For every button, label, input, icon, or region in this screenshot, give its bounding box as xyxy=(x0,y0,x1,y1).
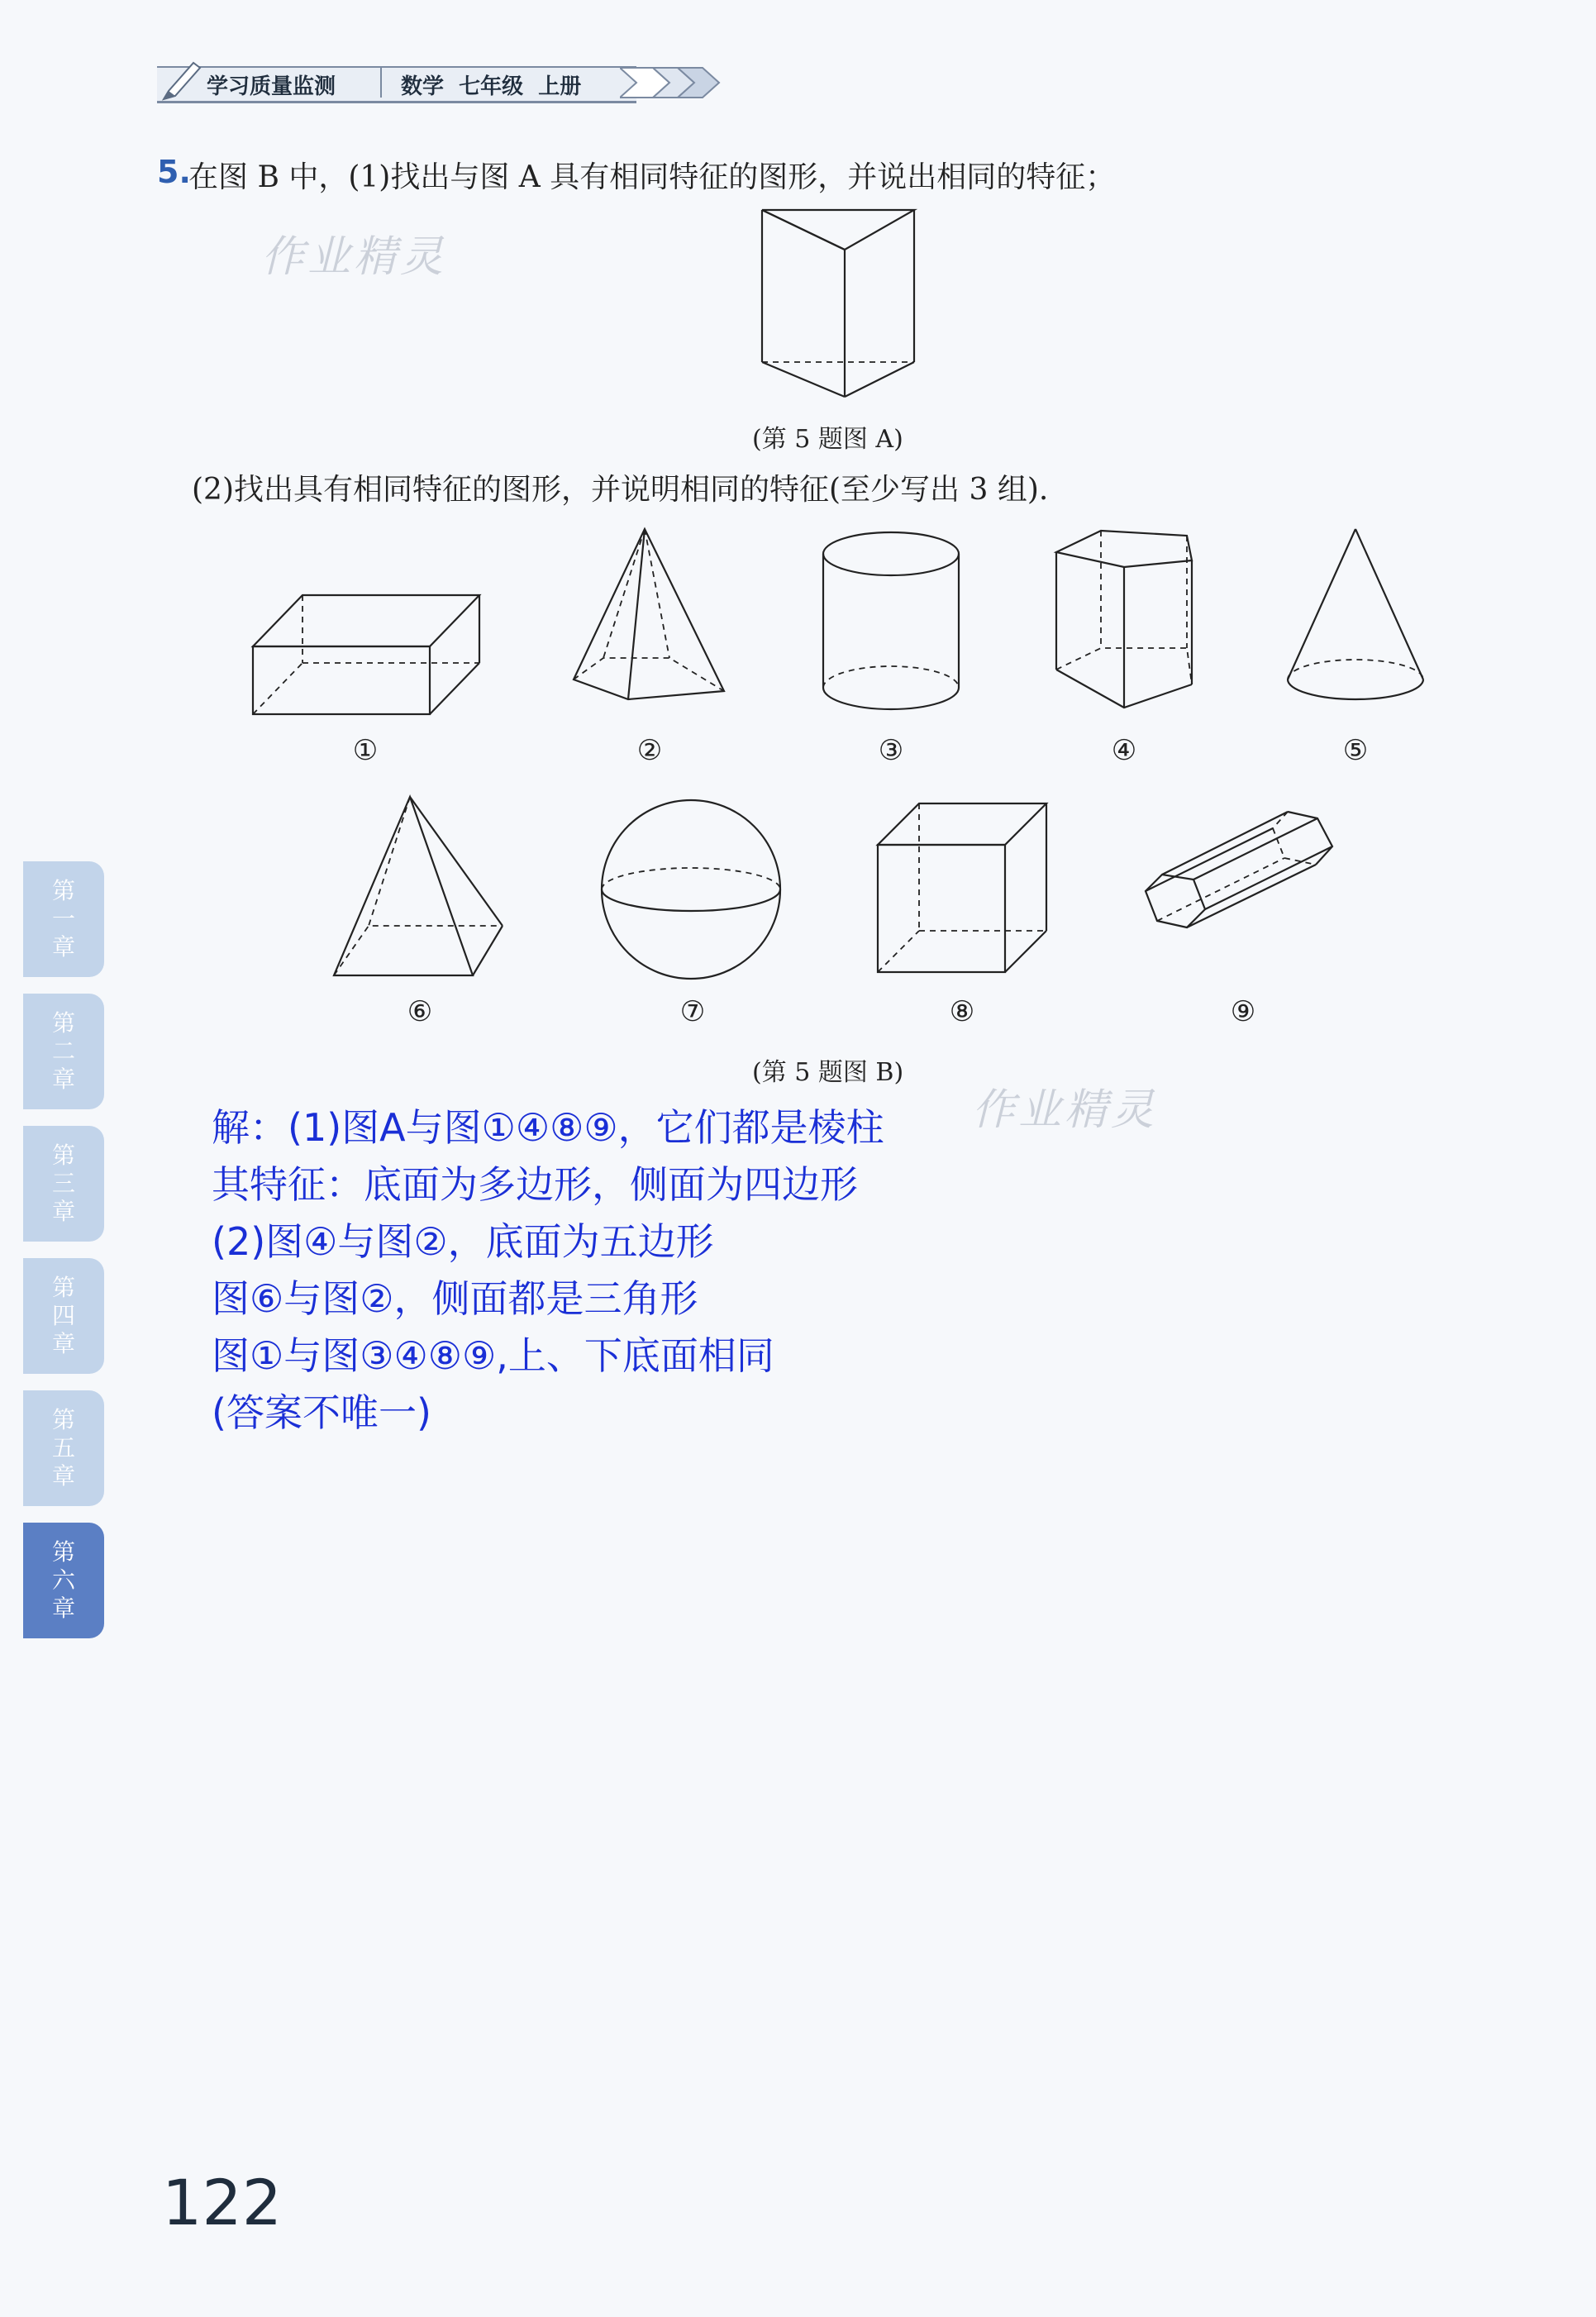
sphere-icon xyxy=(597,795,787,985)
tab-char: 章 xyxy=(51,1462,75,1490)
tab-char: 章 xyxy=(51,1066,75,1093)
pencil-icon xyxy=(157,58,207,106)
answer-line: 其特征：底面为多边形，侧面为四边形 xyxy=(212,1162,858,1207)
tab-char: 第 xyxy=(51,877,75,904)
answer-line: 图⑥与图②，侧面都是三角形 xyxy=(212,1276,698,1321)
tab-char: 第 xyxy=(51,1142,75,1169)
shape-label: ② xyxy=(636,734,663,767)
header-series-title: 学习质量监测 xyxy=(207,74,336,99)
page-header xyxy=(157,58,736,106)
tab-char: 章 xyxy=(51,1198,75,1225)
tab-char: 第 xyxy=(51,1009,75,1037)
figure-a-triangular-prism xyxy=(752,205,926,403)
answer-line: (答案不唯一) xyxy=(212,1390,431,1435)
shape-label: ③ xyxy=(878,734,904,767)
chapter-tab-2[interactable] xyxy=(23,994,104,1109)
chevron-decoration-icon xyxy=(620,64,727,101)
watermark: 作业精灵 xyxy=(261,232,447,282)
cylinder-icon xyxy=(818,529,967,719)
shape-label: ⑦ xyxy=(679,995,706,1028)
hexagonal-prism-icon xyxy=(1142,803,1349,969)
answer-line: 解：(1)图A与图①④⑧⑨，它们都是棱柱 xyxy=(212,1105,884,1150)
pentagonal-prism-icon xyxy=(1050,524,1198,714)
tab-char: 章 xyxy=(51,1330,75,1357)
shape-label: ① xyxy=(352,734,379,767)
chapter-tab-6[interactable] xyxy=(23,1523,104,1638)
tab-char: 章 xyxy=(51,933,75,961)
shape-label: ⑨ xyxy=(1230,995,1256,1028)
cube-icon xyxy=(873,799,1055,980)
tab-char: 二 xyxy=(51,1037,75,1065)
question-subpart: (2)找出具有相同特征的图形，并说明相同的特征(至少写出 3 组). xyxy=(192,473,1049,507)
tab-char: 第 xyxy=(51,1406,75,1433)
tab-char: 章 xyxy=(51,1595,75,1622)
figure-a-caption: (第 5 题图 A) xyxy=(752,425,903,454)
rectangular-prism-icon xyxy=(248,589,488,721)
tab-char: 四 xyxy=(51,1302,75,1329)
answer-block xyxy=(212,1099,884,1442)
page-number: 122 xyxy=(162,2166,283,2239)
shape-label: ⑥ xyxy=(407,995,433,1028)
tab-char: 一 xyxy=(51,905,75,932)
header-divider xyxy=(380,68,382,98)
chapter-tab-4[interactable] xyxy=(23,1258,104,1374)
question-text: 在图 B 中，(1)找出与图 A 具有相同特征的图形，并说出相同的特征； xyxy=(188,160,1116,194)
answer-line: (2)图④与图②，底面为五边形 xyxy=(212,1219,714,1264)
watermark: 作业精灵 xyxy=(972,1085,1158,1135)
tab-char: 第 xyxy=(51,1274,75,1301)
shape-label: ⑧ xyxy=(949,995,975,1028)
shape-label: ⑤ xyxy=(1342,734,1369,767)
figure-b-caption: (第 5 题图 B) xyxy=(752,1058,904,1087)
tab-char: 第 xyxy=(51,1538,75,1566)
header-subject: 数学 七年级 上册 xyxy=(401,74,582,99)
chapter-tab-5[interactable] xyxy=(23,1390,104,1506)
tab-char: 六 xyxy=(51,1566,75,1594)
chapter-tab-3[interactable] xyxy=(23,1126,104,1242)
tab-char: 三 xyxy=(51,1170,75,1197)
question-number: 5. xyxy=(157,154,191,190)
cone-icon xyxy=(1283,526,1432,708)
pentagonal-pyramid-icon xyxy=(570,526,736,708)
chapter-tab-1[interactable] xyxy=(23,861,104,977)
tab-char: 五 xyxy=(51,1434,75,1461)
quadrilateral-pyramid-icon xyxy=(331,794,512,984)
shape-label: ④ xyxy=(1111,734,1137,767)
answer-line: 图①与图③④⑧⑨,上、下底面相同 xyxy=(212,1333,774,1378)
